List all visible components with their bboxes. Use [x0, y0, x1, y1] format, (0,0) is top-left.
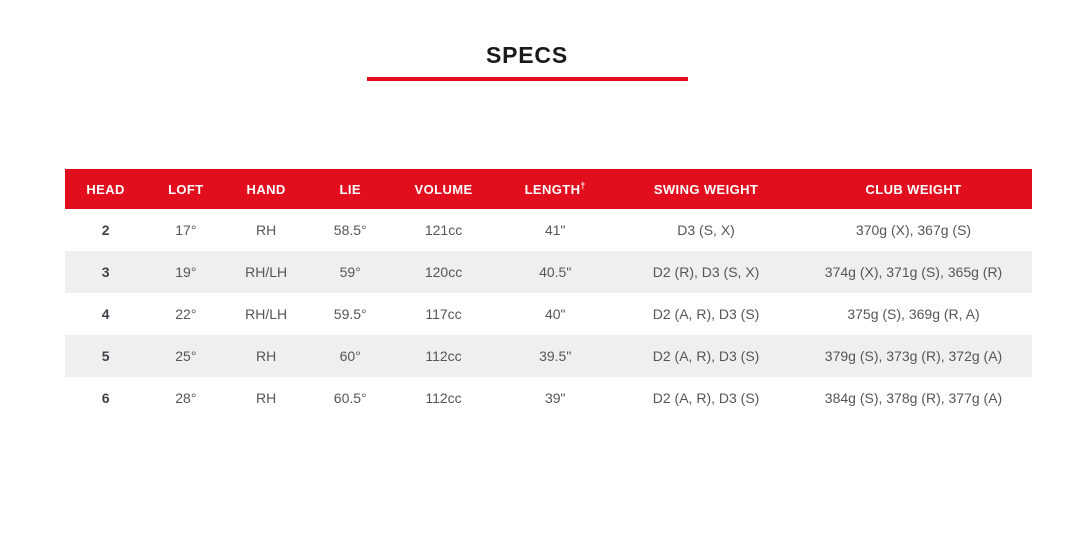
table-row: [65, 293, 1032, 335]
cell-volume: 112cc: [425, 390, 462, 406]
title-underline: [367, 77, 688, 81]
cell-loft: 25°: [175, 348, 197, 364]
cell-club-weight: 384g (S), 378g (R), 377g (A): [824, 390, 1003, 406]
cell-loft: 22°: [175, 306, 197, 322]
cell-head: 6: [101, 390, 110, 406]
cell-volume: 121cc: [424, 222, 463, 238]
cell-swing-weight: D3 (S, X): [677, 222, 735, 238]
cell-volume: 120cc: [424, 264, 463, 280]
cell-lie: 59°: [339, 264, 361, 280]
cell-loft: 17°: [175, 222, 197, 238]
cell-loft: 28°: [175, 390, 197, 406]
page-title: SPECS: [486, 42, 568, 68]
table-row: [65, 377, 1032, 419]
cell-hand: RH: [255, 348, 277, 364]
cell-lie: 60.5°: [333, 390, 367, 406]
cell-hand: RH: [255, 222, 277, 238]
section-header: [0, 42, 1054, 81]
cell-length: 39": [544, 390, 566, 406]
column-header-head: HEAD: [86, 181, 125, 197]
cell-club-weight: 370g (X), 367g (S): [855, 222, 972, 238]
cell-hand: RH/LH: [245, 306, 288, 322]
table-row: [65, 335, 1032, 377]
cell-lie: 59.5°: [333, 306, 367, 322]
cell-volume: 117cc: [425, 306, 462, 322]
cell-lie: 60°: [339, 348, 361, 364]
cell-length: 39.5": [539, 348, 572, 364]
cell-club-weight: 375g (S), 369g (R, A): [847, 306, 980, 322]
table-header-row: [65, 169, 1032, 209]
cell-volume: 112cc: [425, 348, 462, 364]
column-header-volume: VOLUME: [414, 181, 473, 197]
column-header-swing-weight: SWING WEIGHT: [653, 181, 759, 197]
cell-club-weight: 379g (S), 373g (R), 372g (A): [824, 348, 1003, 364]
cell-swing-weight: D2 (A, R), D3 (S): [652, 348, 760, 364]
column-header-lie: LIE: [339, 181, 361, 197]
cell-length: 40": [544, 306, 566, 322]
table-row: [65, 209, 1032, 251]
cell-length: 40.5": [539, 264, 572, 280]
specs-table: [65, 169, 1032, 419]
cell-loft: 19°: [175, 264, 197, 280]
table-row: [65, 251, 1032, 293]
column-header-club-weight: CLUB WEIGHT: [865, 181, 962, 197]
cell-head: 4: [101, 306, 110, 322]
cell-swing-weight: D2 (R), D3 (S, X): [652, 264, 760, 280]
cell-length: 41": [544, 222, 566, 238]
cell-hand: RH/LH: [245, 264, 288, 280]
column-header-length: LENGTH†: [524, 180, 586, 197]
cell-head: 2: [101, 222, 110, 238]
cell-swing-weight: D2 (A, R), D3 (S): [652, 390, 760, 406]
cell-swing-weight: D2 (A, R), D3 (S): [652, 306, 760, 322]
cell-head: 3: [101, 264, 110, 280]
column-header-loft: LOFT: [168, 181, 204, 197]
cell-lie: 58.5°: [333, 222, 367, 238]
column-header-hand: HAND: [246, 181, 286, 197]
cell-club-weight: 374g (X), 371g (S), 365g (R): [824, 264, 1003, 280]
length-footnote-dagger: †: [580, 180, 586, 191]
cell-head: 5: [101, 348, 110, 364]
cell-hand: RH: [255, 390, 277, 406]
